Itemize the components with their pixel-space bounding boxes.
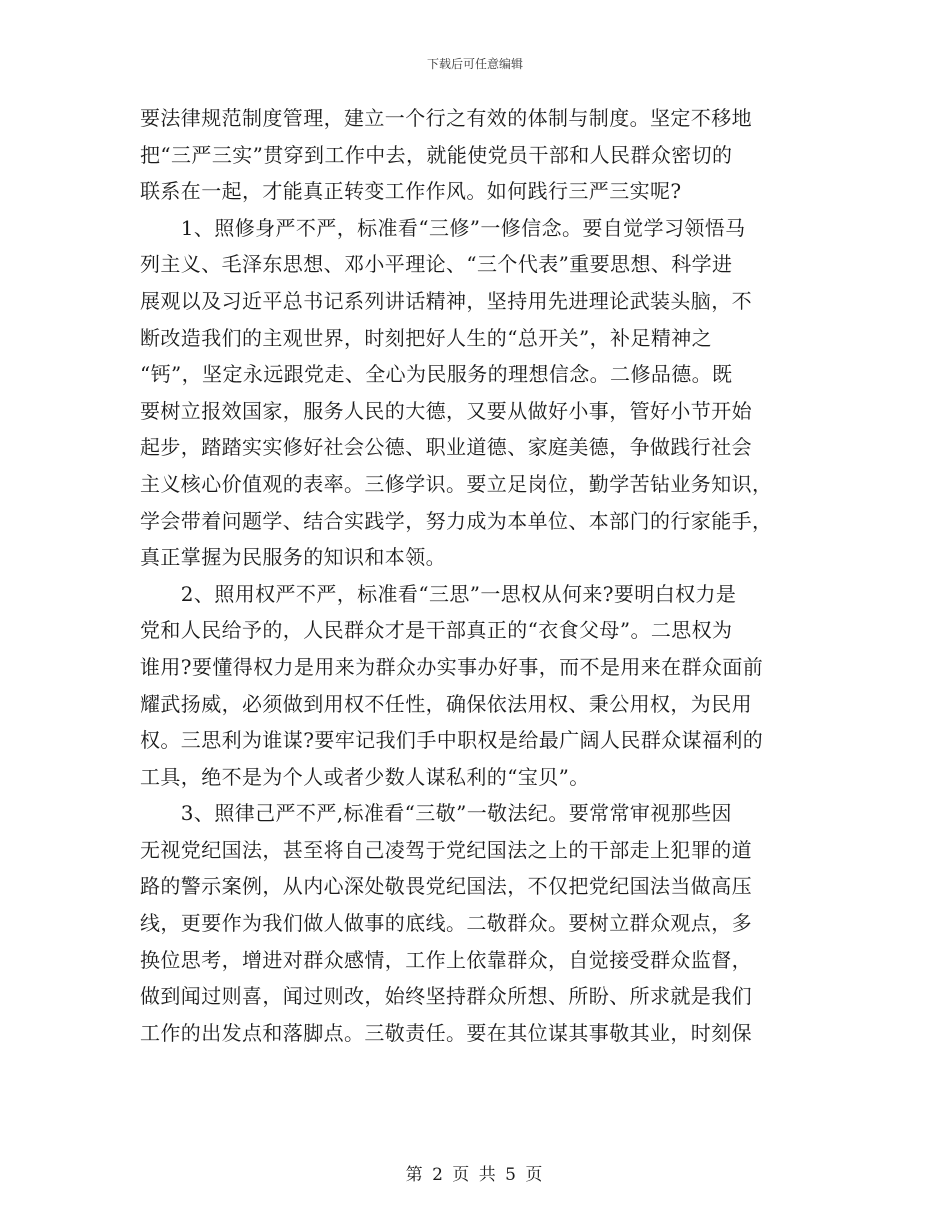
text-line: 展观以及习近平总书记系列讲话精神，坚持用先进理论武装头脑，不 (140, 288, 752, 313)
text-line: 要树立报效国家，服务人民的大德，又要从做好小事，管好小节开始 (140, 398, 752, 423)
text-line: 换位思考，增进对群众感情，工作上依靠群众，自觉接受群众监督， (140, 947, 752, 972)
text-line: 党和人民给予的，人民群众才是干部真正的“衣食父母”。二思权为 (140, 618, 733, 643)
text-line: 3、照律己严不严,标准看“三敬”一敬法纪。要常常审视那些因 (140, 801, 732, 826)
text-line: 做到闻过则喜，闻过则改，始终坚持群众所想、所盼、所求就是我们 (140, 984, 752, 1009)
text-line: 列主义、毛泽东思想、邓小平理论、“三个代表”重要思想、科学进 (140, 252, 733, 277)
text-line: 联系在一起，才能真正转变工作作风。如何践行三严三实呢? (140, 179, 682, 204)
text-line: 工作的出发点和落脚点。三敬责任。要在其位谋其事敬其业，时刻保 (140, 1020, 752, 1045)
page-header: 下载后可任意编辑 (426, 57, 523, 71)
text-line: 权。三思利为谁谋?要牢记我们手中职权是给最广阔人民群众谋福利的 (140, 728, 764, 753)
text-line: 无视党纪国法，甚至将自己凌驾于党纪国法之上的干部走上犯罪的道 (140, 837, 752, 862)
text-line: 学会带着问题学、结合实践学，努力成为本单位、本部门的行家能手， (140, 508, 773, 533)
text-line: 1、照修身严不严，标准看“三修”一修信念。要自觉学习领悟马 (140, 215, 746, 240)
text-line: 主义核心价值观的表率。三修学识。要立足岗位，勤学苦钻业务知识， (140, 471, 773, 496)
text-line: 谁用?要懂得权力是用来为群众办实事办好事，而不是用来在群众面前 (140, 654, 764, 679)
text-line: 耀武扬威，必须做到用权不任性，确保依法用权、秉公用权，为民用 (140, 691, 752, 716)
text-line: 线，更要作为我们做人做事的底线。二敬群众。要树立群众观点，多 (140, 911, 752, 936)
text-line: 2、照用权严不严，标准看“三思”一思权从何来?要明白权力是 (140, 581, 737, 606)
text-line: 起步，踏踏实实修好社会公德、职业道德、家庭美德，争做践行社会 (140, 435, 752, 460)
text-line: 工具，绝不是为个人或者少数人谋私利的“宝贝”。 (140, 764, 590, 789)
text-line: 断改造我们的主观世界，时刻把好人生的“总开关”，补足精神之 (140, 325, 713, 350)
text-line: 真正掌握为民服务的知识和本领。 (140, 545, 446, 570)
document-body (140, 100, 820, 1051)
text-line: 路的警示案例，从内心深处敬畏党纪国法，不仅把党纪国法当做高压 (140, 874, 752, 899)
page-number: 第 2 页 共 5 页 (405, 1165, 545, 1185)
text-line: 把“三严三实”贯穿到工作中去，就能使党员干部和人民群众密切的 (140, 142, 733, 167)
text-line: 要法律规范制度管理，建立一个行之有效的体制与制度。坚定不移地 (140, 106, 752, 130)
text-line: “钙”，坚定永远跟党走、全心为民服务的理想信念。二修品德。既 (140, 362, 733, 387)
